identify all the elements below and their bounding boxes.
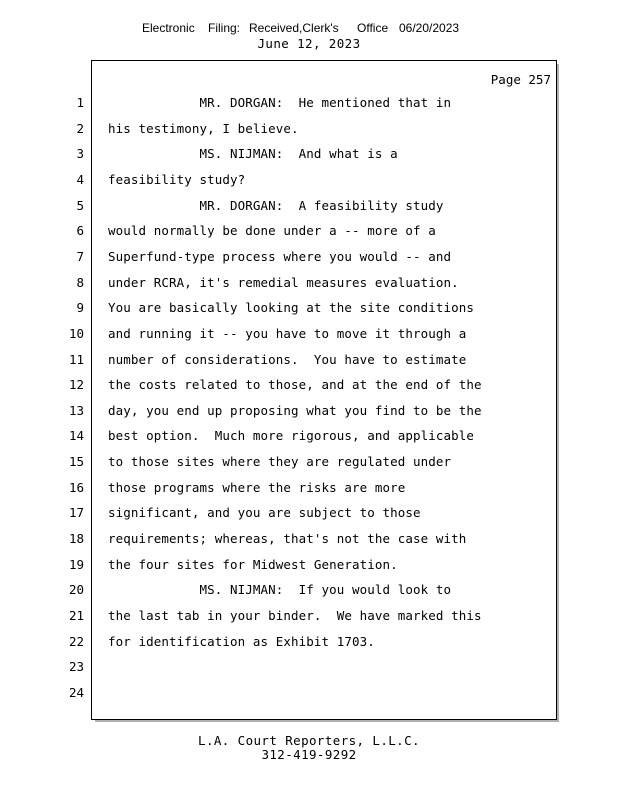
line-number: 17 — [68, 505, 84, 520]
line-number: 3 — [76, 146, 84, 161]
line-number: 23 — [68, 659, 84, 674]
line-number: 22 — [68, 634, 84, 649]
line-text: his testimony, I believe. — [108, 121, 299, 136]
line-text: to those sites where they are regulated under — [108, 454, 452, 469]
line-text: the costs related to those, and at the end of the — [108, 377, 482, 392]
line-number: 5 — [76, 198, 84, 213]
line-text: requirements; whereas, that's not the case with — [108, 531, 467, 546]
line-text: MS. NIJMAN: If you would look to — [108, 582, 452, 597]
line-number: 21 — [68, 608, 84, 623]
line-text: feasibility study? — [108, 172, 246, 187]
line-text: for identification as Exhibit 1703. — [108, 634, 375, 649]
line-number: 4 — [76, 172, 84, 187]
line-text: You are basically looking at the site conditions — [108, 300, 475, 315]
line-text: best option. Much more rigorous, and applicable — [108, 428, 475, 443]
line-number: 12 — [68, 377, 84, 392]
line-text: number of considerations. You have to estimate — [108, 352, 467, 367]
line-number: 24 — [68, 685, 84, 700]
line-number: 1 — [76, 95, 84, 110]
line-text: MS. NIJMAN: And what is a — [108, 146, 398, 161]
line-number: 11 — [68, 352, 84, 367]
filing-office: Office — [357, 21, 389, 35]
line-text: day, you end up proposing what you find to be the — [108, 403, 482, 418]
line-number: 20 — [68, 582, 84, 597]
filing-label: Filing: — [208, 21, 241, 35]
page-number: Page 257 — [490, 72, 551, 87]
line-text: MR. DORGAN: He mentioned that in — [108, 95, 452, 110]
line-number: 18 — [68, 531, 84, 546]
line-number: 8 — [76, 275, 84, 290]
line-number: 6 — [76, 223, 84, 238]
hearing-date: June 12, 2023 — [257, 36, 361, 51]
line-number: 14 — [68, 428, 84, 443]
line-text: Superfund-type process where you would -- and — [108, 249, 452, 264]
line-text: under RCRA, it's remedial measures evaluation. — [108, 275, 459, 290]
line-text: the four sites for Midwest Generation. — [108, 557, 398, 572]
filing-electronic: Electronic — [142, 21, 195, 35]
line-text: those programs where the risks are more — [108, 480, 406, 495]
line-number: 10 — [68, 326, 84, 341]
line-number: 19 — [68, 557, 84, 572]
line-text: significant, and you are subject to those — [108, 505, 421, 520]
line-number: 7 — [76, 249, 84, 264]
line-text: and running it -- you have to move it through a — [108, 326, 467, 341]
line-number: 2 — [76, 121, 84, 136]
line-number: 9 — [76, 300, 84, 315]
footer-phone: 312-419-9292 — [261, 747, 357, 762]
filing-date: 06/20/2023 — [399, 21, 460, 35]
line-text: MR. DORGAN: A feasibility study — [108, 198, 444, 213]
line-number: 15 — [68, 454, 84, 469]
line-number: 13 — [68, 403, 84, 418]
line-number: 16 — [68, 480, 84, 495]
filing-received: Received,Clerk's — [249, 21, 339, 35]
line-text: the last tab in your binder. We have marked this — [108, 608, 482, 623]
footer-company: L.A. Court Reporters, L.L.C. — [198, 733, 420, 748]
line-text: would normally be done under a -- more of a — [108, 223, 436, 238]
